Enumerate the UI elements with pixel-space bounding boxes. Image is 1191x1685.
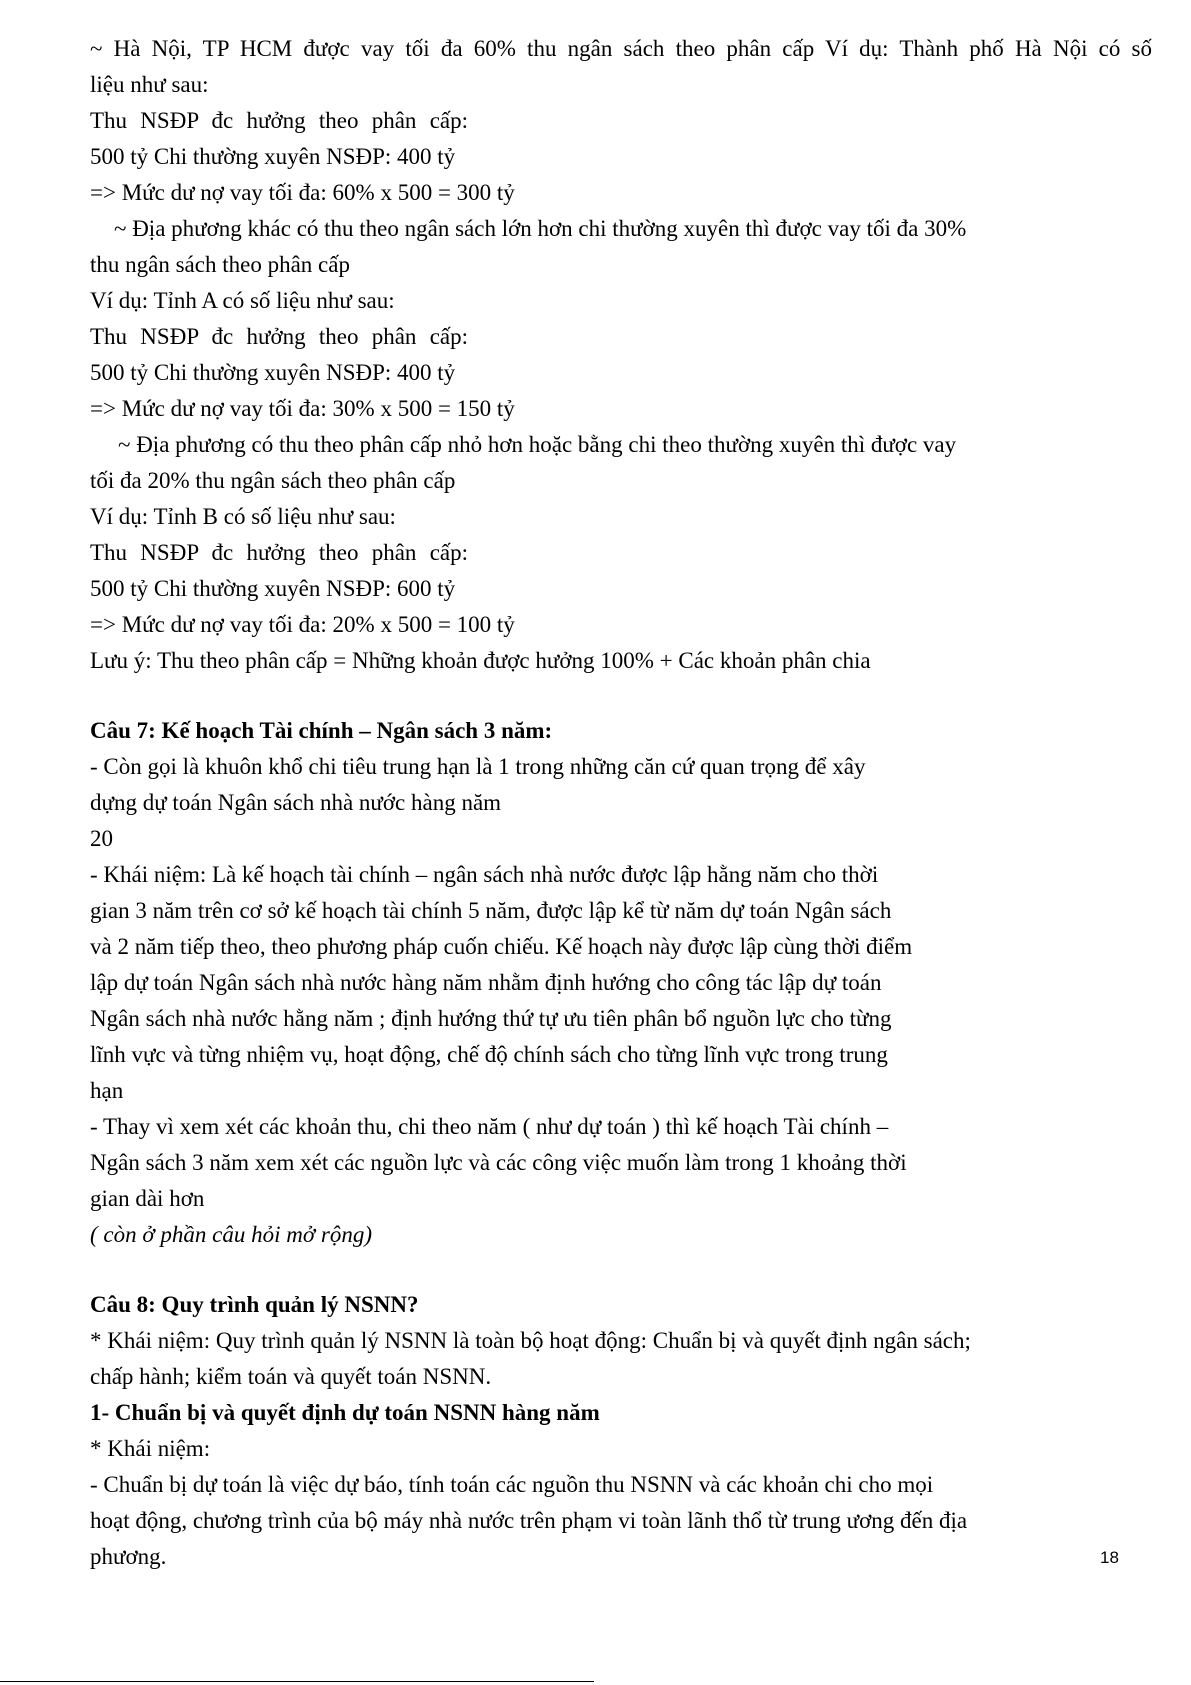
text-line: - Thay vì xem xét các khoản thu, chi theo năm ( như dự toán ) thì kế hoạch Tài chính – (90, 1114, 889, 1139)
text-line: Thu NSĐP đc hưởng theo phân cấp: (90, 540, 468, 565)
text-line: Ngân sách nhà nước hằng năm ; định hướng thứ tự ưu tiên phân bổ nguồn lực cho từng (90, 1006, 892, 1031)
text-line: => Mức dư nợ vay tối đa: 30% x 500 = 150 tỷ (90, 396, 515, 421)
text-line: liệu như sau: (90, 72, 209, 97)
text-line: => Mức dư nợ vay tối đa: 20% x 500 = 100 tỷ (90, 612, 515, 637)
text-line: Lưu ý: Thu theo phân cấp = Những khoản được hưởng 100% + Các khoản phân chia (90, 648, 871, 673)
text-line: => Mức dư nợ vay tối đa: 60% x 500 = 300 tỷ (90, 180, 515, 205)
text-line: ~ Hà Nội, TP HCM được vay tối đa 60% thu ngân sách theo phân cấp Ví dụ: Thành phố Hà Nội có số (90, 36, 1152, 61)
text-line: - Chuẩn bị dự toán là việc dự báo, tính toán các nguồn thu NSNN và các khoản chi cho mọi (90, 1472, 934, 1497)
text-line: phương. (90, 1544, 167, 1569)
text-line: Thu NSĐP đc hưởng theo phân cấp: (90, 324, 468, 349)
text-line: gian dài hơn (90, 1186, 205, 1211)
text-line: hoạt động, chương trình của bộ máy nhà nước trên phạm vi toàn lãnh thổ từ trung ương đến địa (90, 1508, 968, 1533)
text-line: gian 3 năm trên cơ sở kế hoạch tài chính 5 năm, được lập kể từ năm dự toán Ngân sách (90, 898, 892, 923)
section-heading-cau-8: Câu 8: Quy trình quản lý NSNN? (90, 1292, 419, 1317)
footer-divider (0, 1681, 594, 1682)
text-line: lập dự toán Ngân sách nhà nước hàng năm nhằm định hướng cho công tác lập dự toán (90, 970, 882, 995)
text-line: 20 (90, 826, 113, 851)
text-line: ~ Địa phương khác có thu theo ngân sách lớn hơn chi thường xuyên thì được vay tối đa 30% (114, 216, 967, 241)
text-line: ~ Địa phương có thu theo phân cấp nhỏ hơn hoặc bằng chi theo thường xuyên thì được vay (118, 432, 957, 457)
text-line: Ví dụ: Tỉnh A có số liệu như sau: (90, 288, 395, 313)
text-line: Ví dụ: Tỉnh B có số liệu như sau: (90, 504, 396, 529)
text-line: Ngân sách 3 năm xem xét các nguồn lực và các công việc muốn làm trong 1 khoảng thời (90, 1150, 907, 1175)
text-line: thu ngân sách theo phân cấp (90, 252, 350, 277)
text-line: và 2 năm tiếp theo, theo phương pháp cuốn chiếu. Kế hoạch này được lập cùng thời điểm (90, 934, 913, 959)
text-line: tối đa 20% thu ngân sách theo phân cấp (90, 468, 456, 493)
text-line: * Khái niệm: Quy trình quản lý NSNN là toàn bộ hoạt động: Chuẩn bị và quyết định ngân sách; (90, 1328, 971, 1353)
text-line: lĩnh vực và từng nhiệm vụ, hoạt động, chế độ chính sách cho từng lĩnh vực trong trung (90, 1042, 888, 1067)
text-line: * Khái niệm: (90, 1436, 211, 1461)
text-line: Thu NSĐP đc hưởng theo phân cấp: (90, 108, 468, 133)
italic-note: ( còn ở phần câu hỏi mở rộng) (90, 1222, 372, 1247)
text-line: hạn (90, 1078, 124, 1103)
text-line: - Khái niệm: Là kế hoạch tài chính – ngân sách nhà nước được lập hằng năm cho thời (90, 862, 879, 887)
text-line: 500 tỷ Chi thường xuyên NSĐP: 600 tỷ (90, 576, 456, 601)
text-line: dựng dự toán Ngân sách nhà nước hàng năm (90, 790, 502, 815)
text-line: - Còn gọi là khuôn khổ chi tiêu trung hạn là 1 trong những căn cứ quan trọng để xây (90, 754, 866, 779)
section-heading-cau-7: Câu 7: Kế hoạch Tài chính – Ngân sách 3 năm: (90, 718, 553, 743)
page-number: 18 (1100, 1548, 1119, 1567)
subsection-heading: 1- Chuẩn bị và quyết định dự toán NSNN hàng năm (90, 1400, 600, 1425)
text-line: 500 tỷ Chi thường xuyên NSĐP: 400 tỷ (90, 360, 456, 385)
text-line: 500 tỷ Chi thường xuyên NSĐP: 400 tỷ (90, 144, 456, 169)
text-line: chấp hành; kiểm toán và quyết toán NSNN. (90, 1364, 492, 1389)
